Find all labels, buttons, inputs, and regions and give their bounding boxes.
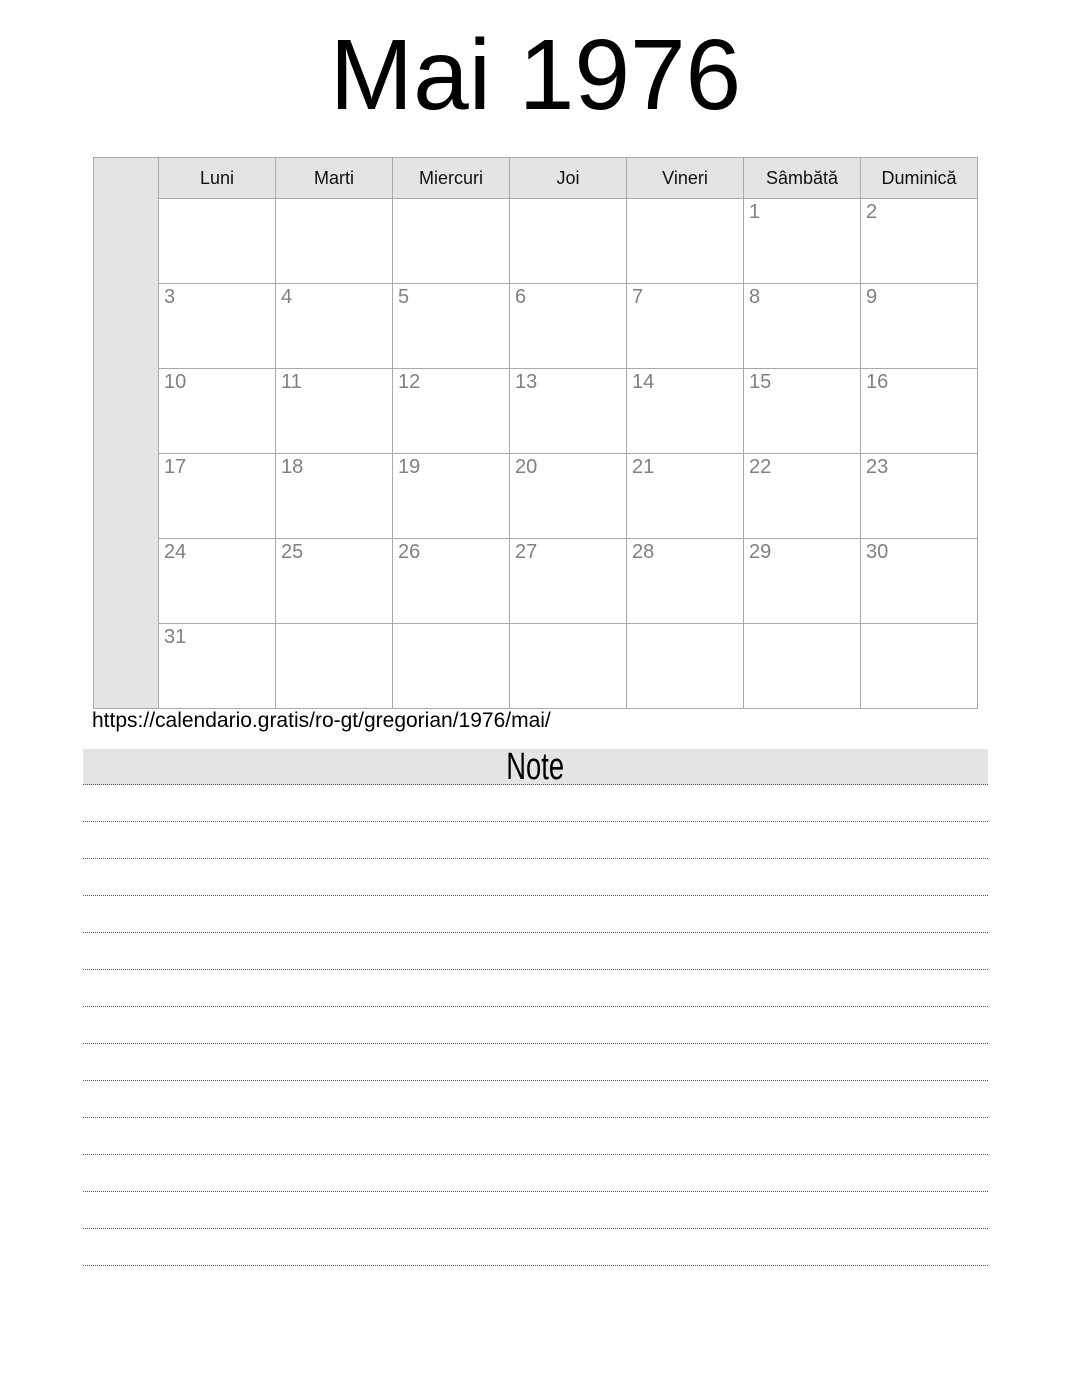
calendar-day-cell: 7 (627, 284, 744, 369)
calendar-day-cell: 31 (159, 624, 276, 709)
calendar-day-cell: 9 (861, 284, 978, 369)
calendar-day-cell: 11 (276, 369, 393, 454)
note-line (83, 822, 988, 859)
note-lines (83, 785, 988, 1266)
calendar-day-cell: 14 (627, 369, 744, 454)
calendar-day-cell (744, 624, 861, 709)
notes-section (83, 746, 988, 1266)
calendar-day-cell (276, 624, 393, 709)
calendar-day-cell (393, 624, 510, 709)
calendar-body (94, 158, 978, 709)
calendar-day-cell: 25 (276, 539, 393, 624)
note-line (83, 970, 988, 1007)
calendar-day-cell: 29 (744, 539, 861, 624)
calendar-day-cell: 1 (744, 199, 861, 284)
calendar-day-cell: 3 (159, 284, 276, 369)
calendar-week-row (94, 284, 978, 369)
calendar-day-cell: 20 (510, 454, 627, 539)
calendar-day-cell: 5 (393, 284, 510, 369)
calendar-day-cell: 23 (861, 454, 978, 539)
calendar-day-cell: 18 (276, 454, 393, 539)
calendar-day-cell: 28 (627, 539, 744, 624)
calendar-day-cell: 12 (393, 369, 510, 454)
source-url: https://calendario.gratis/ro-gt/gregorian/1976/mai/ (92, 709, 551, 732)
calendar-day-cell: 30 (861, 539, 978, 624)
note-line (83, 933, 988, 970)
note-line (83, 785, 988, 822)
calendar-day-cell: 22 (744, 454, 861, 539)
note-line (83, 1118, 988, 1155)
note-line (83, 1044, 988, 1081)
calendar-day-cell: 24 (159, 539, 276, 624)
day-header-5: Vineri (627, 158, 744, 199)
calendar-table (93, 157, 978, 709)
page-title: Mai 1976 (329, 19, 742, 131)
day-header-1: Luni (159, 158, 276, 199)
calendar-day-cell (861, 624, 978, 709)
calendar-day-cell (159, 199, 276, 284)
day-header-7: Duminică (861, 158, 978, 199)
calendar-day-cell: 8 (744, 284, 861, 369)
calendar-day-cell: 15 (744, 369, 861, 454)
day-header-6: Sâmbătă (744, 158, 861, 199)
calendar-day-cell (510, 199, 627, 284)
calendar-week-row (94, 199, 978, 284)
calendar-day-cell (627, 624, 744, 709)
calendar-day-cell: 26 (393, 539, 510, 624)
note-line (83, 1007, 988, 1044)
day-header-3: Miercuri (393, 158, 510, 199)
calendar-week-row (94, 369, 978, 454)
day-header-4: Joi (510, 158, 627, 199)
note-line (83, 1192, 988, 1229)
calendar-day-cell: 6 (510, 284, 627, 369)
calendar-day-cell: 21 (627, 454, 744, 539)
day-header-2: Marti (276, 158, 393, 199)
calendar-day-cell: 19 (393, 454, 510, 539)
calendar-header-row (94, 158, 978, 199)
note-line (83, 1229, 988, 1266)
calendar-day-cell: 13 (510, 369, 627, 454)
calendar-day-cell (510, 624, 627, 709)
note-line (83, 1155, 988, 1192)
calendar-week-row (94, 624, 978, 709)
calendar-day-cell (276, 199, 393, 284)
calendar-day-cell: 17 (159, 454, 276, 539)
calendar-day-cell: 10 (159, 369, 276, 454)
calendar-left-margin (94, 158, 159, 709)
calendar-day-cell: 16 (861, 369, 978, 454)
calendar-day-cell (627, 199, 744, 284)
calendar-day-cell (393, 199, 510, 284)
note-line (83, 896, 988, 933)
calendar-week-row (94, 454, 978, 539)
note-line (83, 859, 988, 896)
note-line (83, 1081, 988, 1118)
calendar-day-cell: 2 (861, 199, 978, 284)
calendar-day-cell: 27 (510, 539, 627, 624)
notes-title: Note (506, 746, 565, 788)
calendar-week-row (94, 539, 978, 624)
notes-header (83, 746, 988, 788)
calendar-day-cell: 4 (276, 284, 393, 369)
